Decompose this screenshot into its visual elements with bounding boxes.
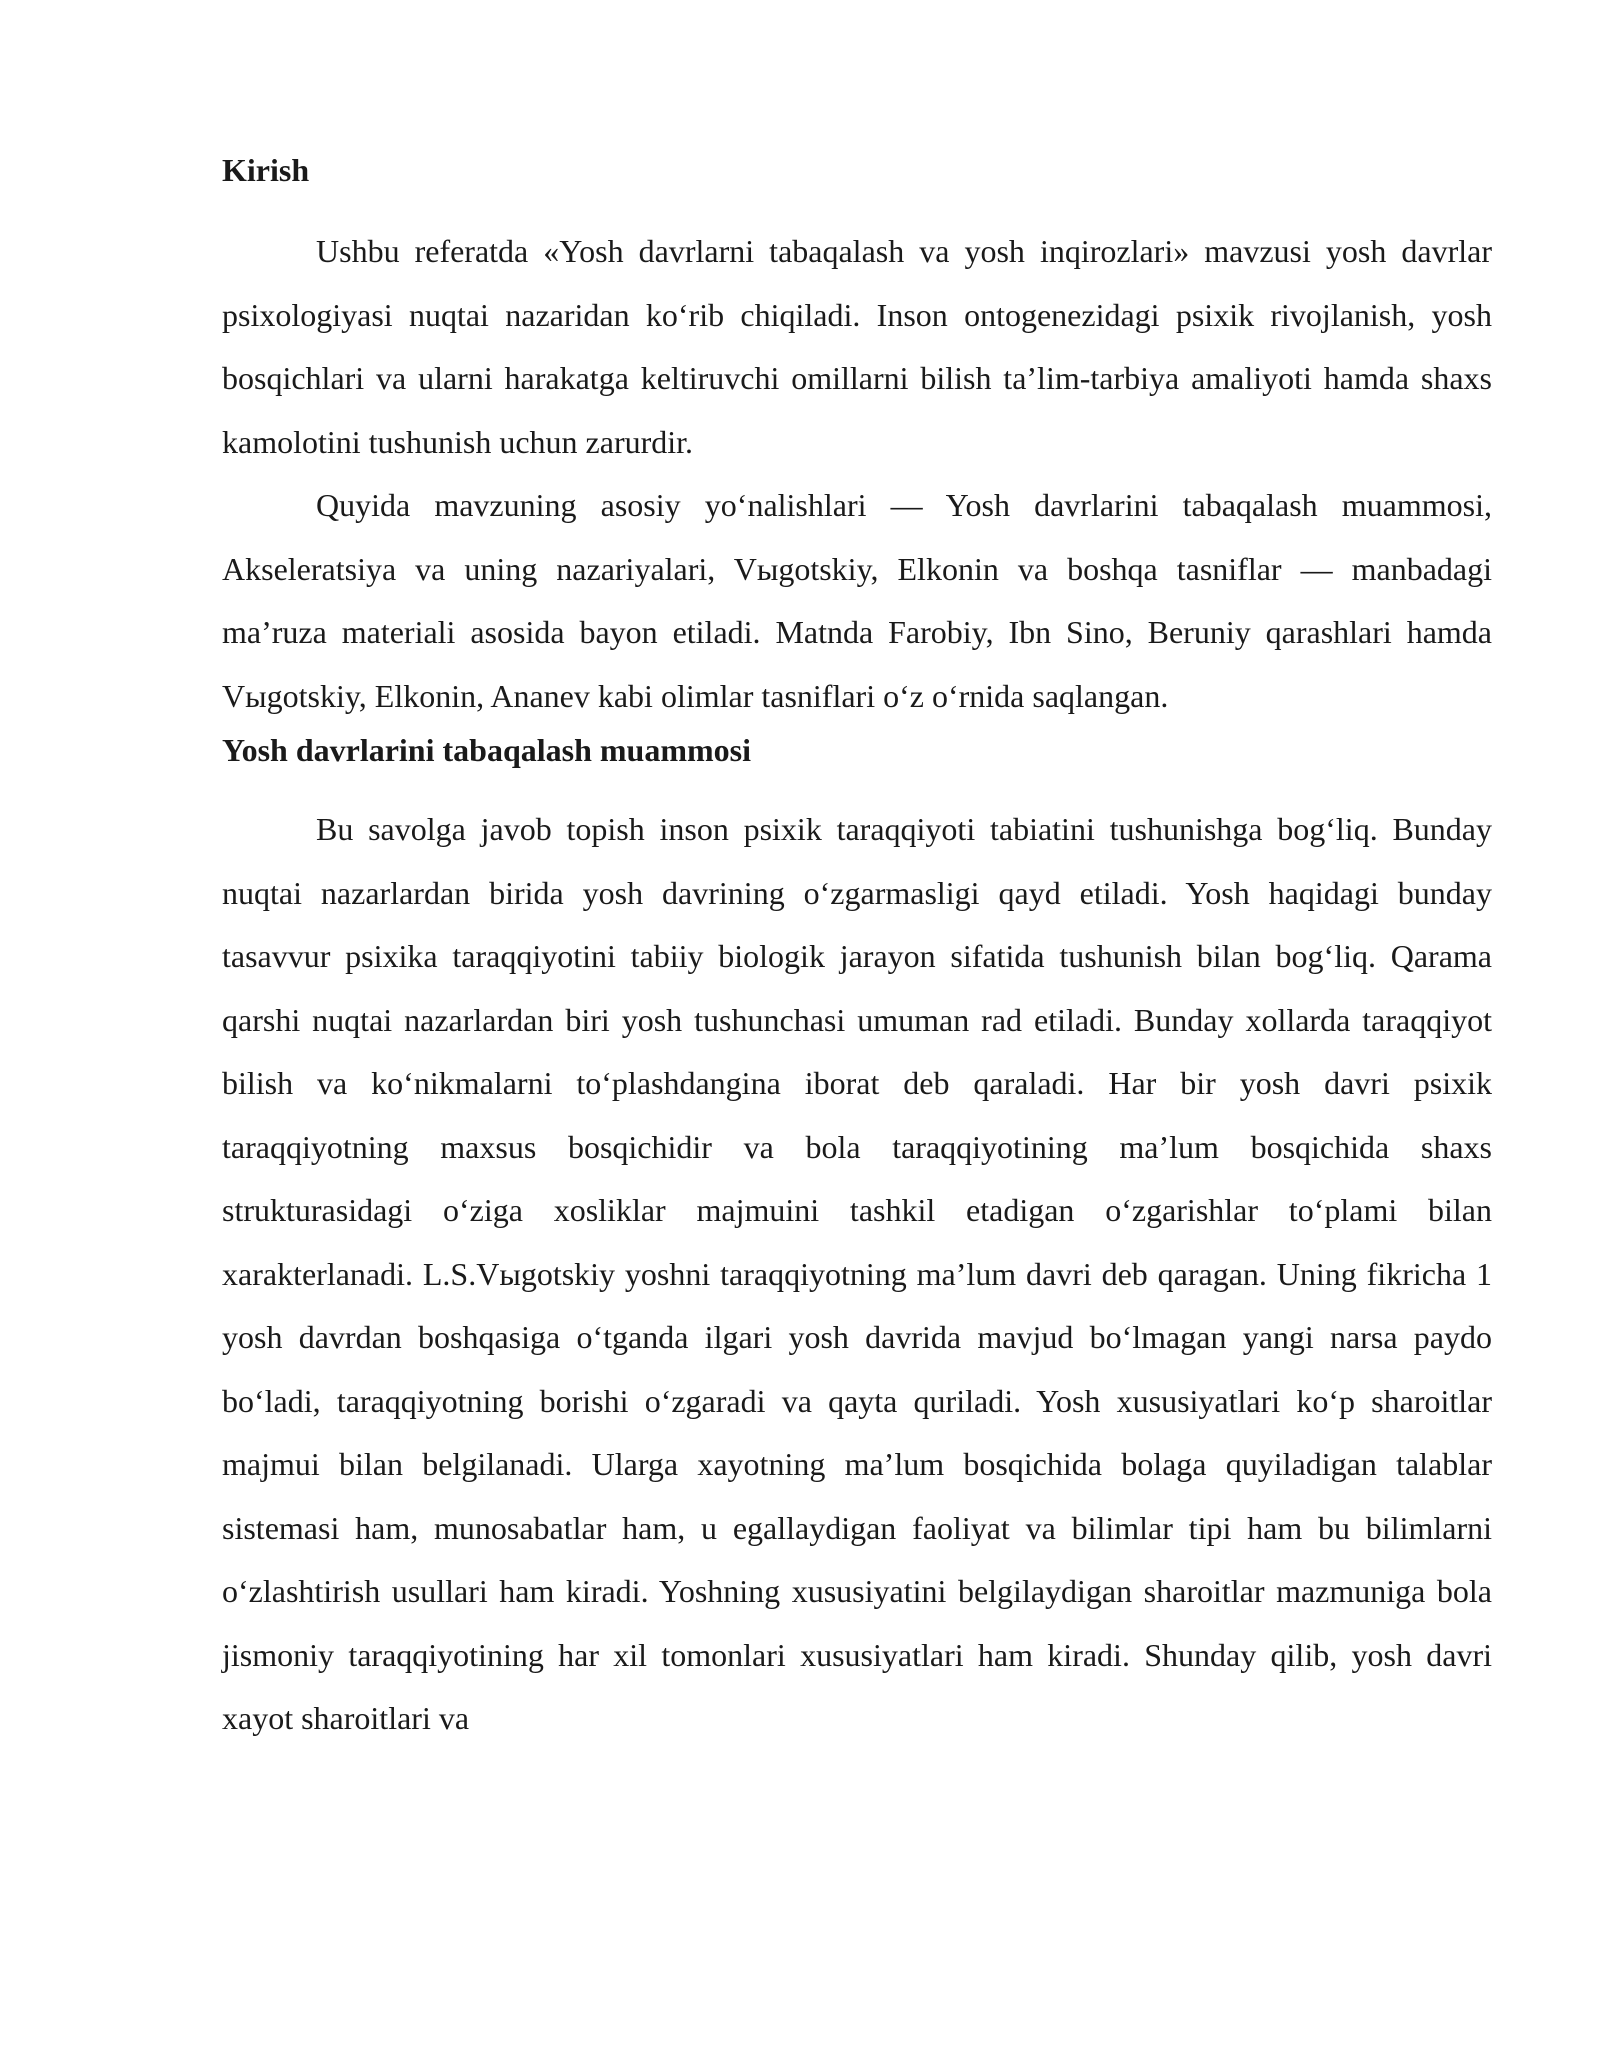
intro-paragraph-1: Ushbu referatda «Yosh davrlarni tabaqalash va yosh inqirozlari» mavzusi yosh davrlar psixologiyasi nuqtai nazaridan ko‘rib chiqiladi. Inson ontogenezidagi psixik rivojlanish, yosh bosqichlari va ularni harakatga keltiruvchi omillarni bilish ta’lim-tarbiya amaliyoti hamda shaxs kamolotini tushunish uchun zarurdir. (222, 233, 1492, 460)
intro-paragraph-2: Quyida mavzuning asosiy yo‘nalishlari — Yosh davrlarini tabaqalash muammosi, Akseleratsiya va uning nazariyalari, Vыgotskiy, Elkonin va boshqa tasniflar — manbadagi ma’ruza materiali asosida bayon etiladi. Matnda Farobiy, Ibn Sino, Beruniy qarashlari hamda Vыgotskiy, Elkonin, Ananev kabi olimlar tasniflari o‘z o‘rnida saqlangan. (222, 487, 1492, 714)
section-paragraph: Bu savolga javob topish inson psixik taraqqiyoti tabiatini tushunishga bog‘liq. Bunday nuqtai nazarlardan birida yosh davrining o‘zgarmasligi qayd etiladi. Yosh haqidagi bunday tasavvur psixika taraqqiyotini tabiiy biologik jarayon sifatida tushunish bilan bog‘liq. Qarama qarshi nuqtai nazarlardan biri yosh tushunchasi umuman rad etiladi. Bunday xollarda taraqqiyot bilish va ko‘nikmalarni to‘plashdangina iborat deb qaraladi. Har bir yosh davri psixik taraqqiyotning maxsus bosqichidir va bola taraqqiyotining ma’lum bosqichida shaxs strukturasidagi o‘ziga xosliklar majmuini tashkil etadigan o‘zgarishlar to‘plami bilan xarakterlanadi. L.S.Vыgotskiy yoshni taraqqiyotning ma’lum davri deb qaragan. Uning fikricha 1 yosh davrdan boshqasiga o‘tganda ilgari yosh davrida mavjud bo‘lmagan yangi narsa paydo bo‘ladi, taraqqiyotning borishi o‘zgaradi va qayta quriladi. Yosh xususiyatlari ko‘p sharoitlar majmui bilan belgilanadi. Ularga xayotning ma’lum bosqichida bolaga quyiladigan talablar sistemasi ham, munosabatlar ham, u egallaydigan faoliyat va bilimlar tipi ham bu bilimlarni o‘zlashtirish usullari ham kiradi. Yoshning xususiyatini belgilaydigan sharoitlar mazmuniga bola jismoniy taraqqiyotining har xil tomonlari xususiyatlari ham kiradi. Shunday qilib, yosh davri xayot sharoitlari va (222, 811, 1492, 1736)
document-page (222, 150, 1492, 1751)
intro-heading: Kirish (222, 152, 310, 188)
section-heading: Yosh davrlarini tabaqalash muammosi (222, 732, 751, 768)
